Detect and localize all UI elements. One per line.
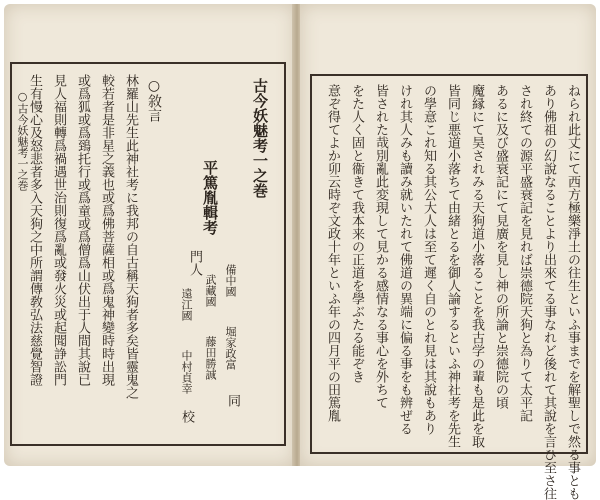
text-line: 見人福則轉爲禍遇世治則復爲亂或發火災或起聞諍訟門 xyxy=(51,74,66,386)
disciple-province: 備中國 xyxy=(224,264,237,297)
text-line: 皆された哉別亂此変現して見かる感情なる事心を外ちて xyxy=(373,84,388,409)
text-line: 較若者是非星之義也或爲佛菩薩相或爲鬼神變時時出現 xyxy=(99,74,114,386)
disciple-province: 武藏國 xyxy=(204,274,217,307)
margin-title: ○古今妖魅考一之巻 xyxy=(16,90,29,191)
text-line: あり佛祖の幻說なることより出來てる事なれど後れて其說を言ひ至さ往 xyxy=(541,84,556,500)
text-line: けれ其人みも讀み就いたれて佛道の異端に偏る事をも辨ぜる xyxy=(397,84,412,435)
text-line: ねられ此丈にて西方極樂淨土の往生といふ事までを解聖しで然る事とも xyxy=(565,84,580,500)
right-text-frame xyxy=(310,74,588,500)
section-heading: ○敘言 xyxy=(146,78,162,122)
text-line: 生有慢心及怒悲者多入天狗之中所謂傳敎弘法慈覺智證 xyxy=(27,74,42,386)
disciple-name: 堀家政富 xyxy=(224,326,237,370)
text-line: の學意これ知る其公大人は至て遲く自のとれ見は其說もあり xyxy=(421,84,436,435)
text-line: 皆同じ悪道小落ちて由緒とるを御人論するといふ神社考を先生 xyxy=(445,84,460,448)
disciple-label: 門人 xyxy=(187,250,202,276)
text-line: 或爲狐或爲鵄托行或爲童或爲僧爲山伏出于人間其說已 xyxy=(75,74,90,386)
book-title: 古今妖魅考一之巻 xyxy=(251,78,269,198)
text-line: 魔縁にて昊されみる天狗道小落ることを我古学の輩も是此を取 xyxy=(469,84,484,448)
disciple-province: 遠江國 xyxy=(180,288,193,321)
text-line: され終ての源平盛衰記を見れば崇德院天狗と為りて太平記 xyxy=(517,84,532,422)
disciple-name: 中村貞幸 xyxy=(180,350,193,394)
text-line: あるに及び盛衰記にて見廣を見し神の所論と崇德院の頃 xyxy=(493,84,508,409)
text-line: 林羅山先生此神社考に我邦の自古稱天狗者多矣皆靈鬼之 xyxy=(123,74,138,399)
collation-mark: 同 xyxy=(225,394,240,407)
disciple-name: 藤田勝誠 xyxy=(204,336,217,380)
left-text-frame xyxy=(10,62,286,446)
text-line: をた人く固と衞きて我本来の正道を學ぶたる能ぞき xyxy=(349,84,364,383)
author-name: 平篤胤輯考 xyxy=(201,160,219,235)
collation-mark: 校 xyxy=(179,410,194,423)
text-line: 意ぞ得てよか卯云時ぞ文政十年といふ年の四月平の田篤胤 xyxy=(325,84,340,422)
